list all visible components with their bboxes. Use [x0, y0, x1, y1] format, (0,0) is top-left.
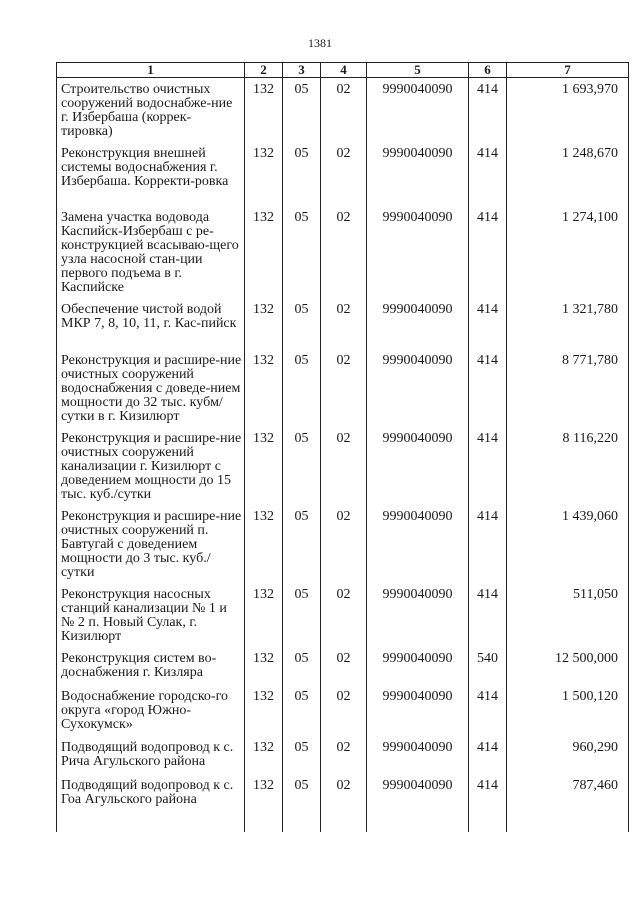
- section-code: 05: [283, 685, 321, 736]
- project-name: Реконструкция и расшире-ние очистных сооружений водоснабжения с доведе-нием мощности до 32 тыс. кубм/сутки в г. Кизилюрт: [57, 349, 245, 427]
- expense-type-code: 540: [469, 647, 507, 685]
- column-header: 5: [367, 63, 469, 78]
- ministry-code: 132: [245, 774, 283, 832]
- expense-type-code: 414: [469, 206, 507, 298]
- project-name: Строительство очистных сооружений водоснабже-ние г. Избербаша (коррек-тировка): [57, 78, 245, 142]
- ministry-code: 132: [245, 142, 283, 206]
- subsection-code: 02: [321, 647, 367, 685]
- subsection-code: 02: [321, 142, 367, 206]
- amount: 8 771,780: [507, 349, 629, 427]
- subsection-code: 02: [321, 736, 367, 774]
- subsection-code: 02: [321, 206, 367, 298]
- amount: 1 274,100: [507, 206, 629, 298]
- column-header: 6: [469, 63, 507, 78]
- column-header: 2: [245, 63, 283, 78]
- subsection-code: 02: [321, 427, 367, 505]
- amount: 1 439,060: [507, 505, 629, 583]
- project-name: Водоснабжение городско-го округа «город Южно-Сухокумск»: [57, 685, 245, 736]
- amount: 1 248,670: [507, 142, 629, 206]
- expense-type-code: 414: [469, 583, 507, 647]
- column-header: 3: [283, 63, 321, 78]
- amount: 1 693,970: [507, 78, 629, 142]
- column-header: 7: [507, 63, 629, 78]
- table-row: [57, 206, 629, 298]
- project-name: Подводящий водопровод к с. Рича Агульского района: [57, 736, 245, 774]
- target-article-code: 9990040090: [367, 78, 469, 142]
- ministry-code: 132: [245, 349, 283, 427]
- expense-type-code: 414: [469, 78, 507, 142]
- subsection-code: 02: [321, 685, 367, 736]
- expense-type-code: 414: [469, 349, 507, 427]
- budget-table: [56, 62, 629, 832]
- expense-type-code: 414: [469, 685, 507, 736]
- target-article-code: 9990040090: [367, 427, 469, 505]
- expense-type-code: 414: [469, 298, 507, 349]
- target-article-code: 9990040090: [367, 583, 469, 647]
- target-article-code: 9990040090: [367, 736, 469, 774]
- table-header-row: [57, 63, 629, 78]
- table-row: [57, 774, 629, 832]
- ministry-code: 132: [245, 505, 283, 583]
- target-article-code: 9990040090: [367, 349, 469, 427]
- subsection-code: 02: [321, 349, 367, 427]
- subsection-code: 02: [321, 298, 367, 349]
- project-name: Реконструкция внешней системы водоснабжения г. Избербаша. Корректи-ровка: [57, 142, 245, 206]
- target-article-code: 9990040090: [367, 142, 469, 206]
- amount: 1 500,120: [507, 685, 629, 736]
- project-name: Замена участка водовода Каспийск-Избербаш с ре-конструкцией всасываю-щего узла насосной стан-ции первого подъема в г. Каспийске: [57, 206, 245, 298]
- section-code: 05: [283, 427, 321, 505]
- subsection-code: 02: [321, 78, 367, 142]
- target-article-code: 9990040090: [367, 206, 469, 298]
- expense-type-code: 414: [469, 142, 507, 206]
- target-article-code: 9990040090: [367, 774, 469, 832]
- page-number: 1381: [308, 36, 332, 50]
- ministry-code: 132: [245, 427, 283, 505]
- table-row: [57, 142, 629, 206]
- ministry-code: 132: [245, 736, 283, 774]
- ministry-code: 132: [245, 647, 283, 685]
- subsection-code: 02: [321, 583, 367, 647]
- expense-type-code: 414: [469, 736, 507, 774]
- expense-type-code: 414: [469, 505, 507, 583]
- table-row: [57, 583, 629, 647]
- ministry-code: 132: [245, 685, 283, 736]
- subsection-code: 02: [321, 774, 367, 832]
- amount: 12 500,000: [507, 647, 629, 685]
- section-code: 05: [283, 349, 321, 427]
- project-name: Реконструкция и расшире-ние очистных сооружений п. Бавтугай с доведением мощности до 3 тыс. куб./сутки: [57, 505, 245, 583]
- project-name: Реконструкция и расшире-ние очистных сооружений канализации г. Кизилюрт с доведением мощности до 15 тыс. куб./сутки: [57, 427, 245, 505]
- expense-type-code: 414: [469, 774, 507, 832]
- section-code: 05: [283, 736, 321, 774]
- section-code: 05: [283, 78, 321, 142]
- project-name: Реконструкция систем во-доснабжения г. Кизляра: [57, 647, 245, 685]
- table-row: [57, 647, 629, 685]
- amount: 8 116,220: [507, 427, 629, 505]
- subsection-code: 02: [321, 505, 367, 583]
- amount: 787,460: [507, 774, 629, 832]
- table-row: [57, 298, 629, 349]
- section-code: 05: [283, 774, 321, 832]
- section-code: 05: [283, 142, 321, 206]
- table-row: [57, 78, 629, 142]
- amount: 1 321,780: [507, 298, 629, 349]
- ministry-code: 132: [245, 78, 283, 142]
- project-name: Обеспечение чистой водой МКР 7, 8, 10, 11, г. Кас-пийск: [57, 298, 245, 349]
- ministry-code: 132: [245, 206, 283, 298]
- section-code: 05: [283, 298, 321, 349]
- amount: 960,290: [507, 736, 629, 774]
- expense-type-code: 414: [469, 427, 507, 505]
- project-name: Подводящий водопровод к с. Гоа Агульского района: [57, 774, 245, 832]
- section-code: 05: [283, 505, 321, 583]
- ministry-code: 132: [245, 583, 283, 647]
- table-row: [57, 349, 629, 427]
- section-code: 05: [283, 206, 321, 298]
- target-article-code: 9990040090: [367, 298, 469, 349]
- target-article-code: 9990040090: [367, 685, 469, 736]
- section-code: 05: [283, 647, 321, 685]
- target-article-code: 9990040090: [367, 647, 469, 685]
- ministry-code: 132: [245, 298, 283, 349]
- table-row: [57, 685, 629, 736]
- table-row: [57, 505, 629, 583]
- table-row: [57, 427, 629, 505]
- column-header: 1: [57, 63, 245, 78]
- target-article-code: 9990040090: [367, 505, 469, 583]
- project-name: Реконструкция насосных станций канализации № 1 и № 2 п. Новый Сулак, г. Кизилюрт: [57, 583, 245, 647]
- section-code: 05: [283, 583, 321, 647]
- column-header: 4: [321, 63, 367, 78]
- amount: 511,050: [507, 583, 629, 647]
- table-row: [57, 736, 629, 774]
